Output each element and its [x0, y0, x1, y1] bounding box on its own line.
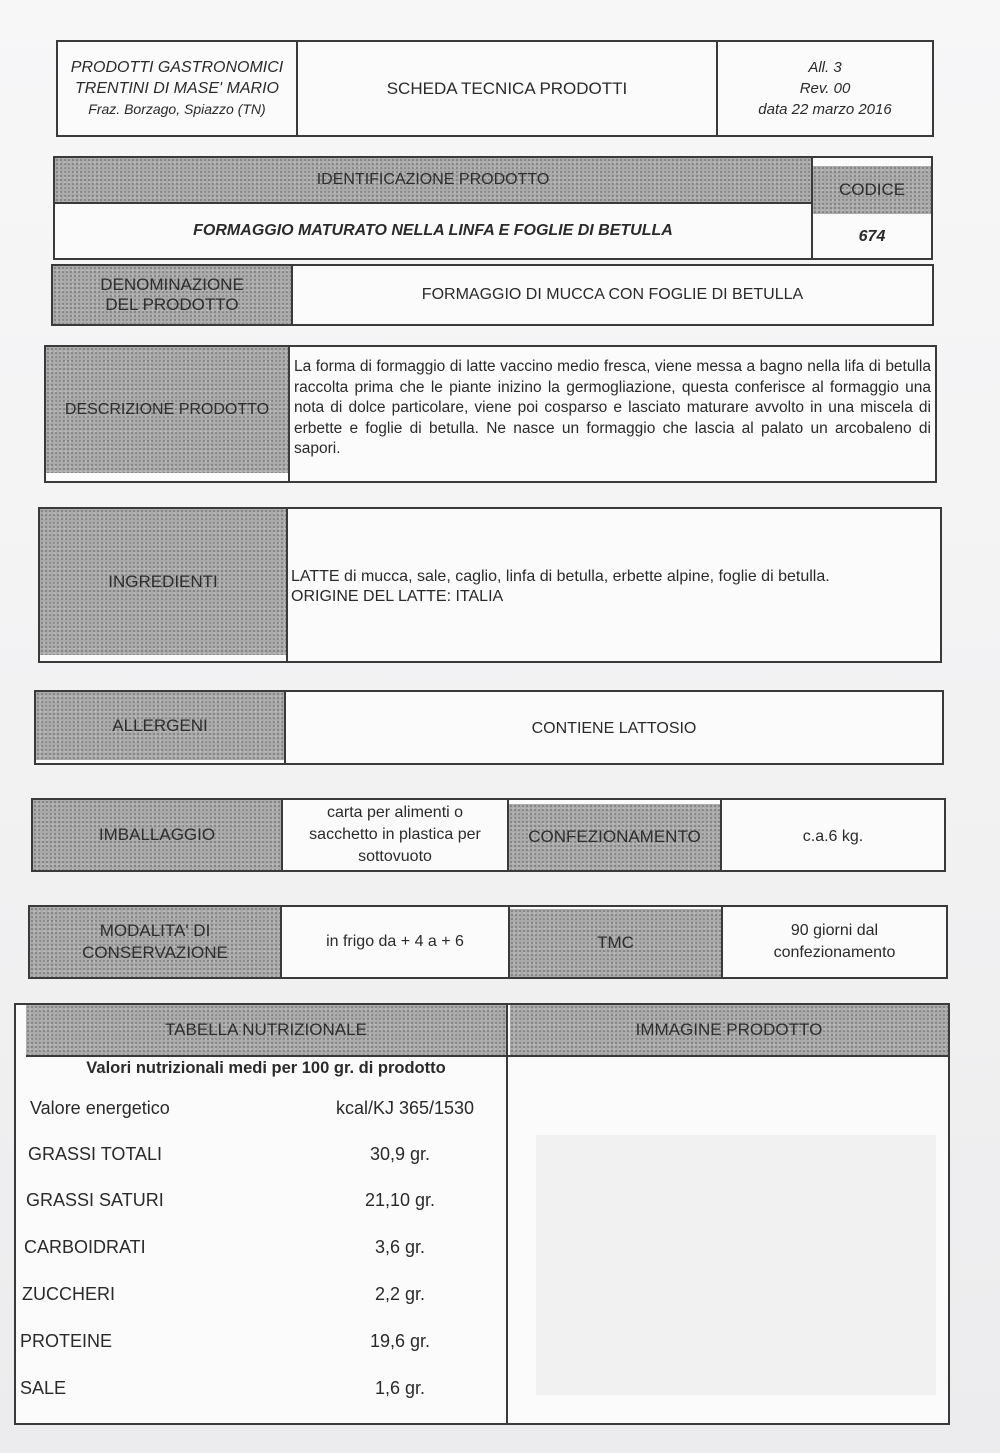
nutrient-value: kcal/KJ 365/1530 [335, 1098, 475, 1118]
tmc-value-line2: confezionamento [773, 944, 896, 961]
company-name-line1: PRODOTTI GASTRONOMICI [70, 59, 284, 76]
document-title: SCHEDA TECNICA PRODOTTI [386, 78, 628, 98]
nutrient-label: CARBOIDRATI [24, 1237, 146, 1257]
allergens-box [34, 690, 944, 765]
storage-label-line1: MODALITA' DI [99, 921, 211, 940]
product-image-area [536, 1135, 936, 1395]
nutrition-row [20, 1098, 506, 1128]
storage-label [30, 907, 280, 977]
packaging-value [283, 800, 507, 870]
ingredients-list: LATTE di mucca, sale, caglio, linfa di betulla, erbette alpine, foglie di betulla. [291, 568, 830, 585]
company-block [58, 42, 296, 135]
nutrient-value: 19,6 gr. [369, 1331, 431, 1351]
nutrient-label: GRASSI SATURI [26, 1190, 164, 1210]
allergens-label: ALLERGENI [36, 692, 284, 760]
packaging-value-line1: carta per alimenti o [326, 804, 464, 821]
company-name-line2: TRENTINI DI MASE' MARIO [75, 80, 279, 97]
code-heading: CODICE [813, 166, 931, 214]
nutrition-row [20, 1284, 506, 1314]
tmc-value-line1: 90 giorni dal [790, 922, 879, 939]
packaging-label: IMBALLAGGIO [33, 800, 281, 870]
header-box [56, 40, 934, 137]
identification-heading: IDENTIFICAZIONE PRODOTTO [55, 158, 811, 202]
nutrient-value: 21,10 gr. [364, 1190, 436, 1210]
milk-origin: ORIGINE DEL LATTE: ITALIA [291, 588, 504, 605]
nutrition-box [14, 1003, 950, 1425]
confezionamento-label: CONFEZIONAMENTO [509, 804, 720, 870]
nutrition-subtitle: Valori nutrizionali medi per 100 gr. di prodotto [86, 1058, 446, 1077]
nutrient-label: GRASSI TOTALI [28, 1144, 163, 1164]
nutrient-label: ZUCCHERI [22, 1284, 115, 1304]
nutrition-row [20, 1237, 506, 1267]
denomination-label [53, 266, 291, 324]
denomination-label-line2: DEL PRODOTTO [105, 295, 239, 314]
nutrient-label: Valore energetico [30, 1098, 170, 1118]
storage-box [28, 905, 948, 979]
nutrient-value: 3,6 gr. [374, 1237, 426, 1257]
nutrient-value: 30,9 gr. [369, 1144, 431, 1164]
product-name: FORMAGGIO MATURATO NELLA LINFA E FOGLIE DI BETULLA [193, 222, 673, 239]
company-address: Fraz. Borzago, Spiazzo (TN) [88, 101, 266, 117]
packaging-box [31, 798, 946, 872]
product-code: 674 [858, 228, 886, 245]
confezionamento-value: c.a.6 kg. [802, 828, 864, 845]
storage-label-line2: CONSERVAZIONE [82, 943, 228, 962]
identification-box [53, 156, 933, 260]
tmc-value [723, 907, 946, 977]
allergens-value: CONTIENE LATTOSIO [531, 720, 697, 737]
attachment-ref: All. 3 [808, 59, 842, 76]
revision-date: data 22 marzo 2016 [758, 101, 892, 118]
denomination-box [51, 264, 934, 326]
ingredients-label: INGREDIENTI [40, 509, 286, 655]
nutrient-value: 2,2 gr. [374, 1284, 426, 1304]
storage-value: in frigo da + 4 a + 6 [326, 933, 464, 950]
tmc-label: TMC [510, 909, 721, 977]
ingredients-box [38, 507, 942, 663]
nutrition-row [20, 1378, 506, 1408]
revision-block [718, 42, 932, 135]
nutrient-value: 1,6 gr. [374, 1378, 426, 1398]
nutrition-row [20, 1190, 506, 1220]
nutrient-label: SALE [20, 1378, 67, 1398]
revision-number: Rev. 00 [799, 80, 851, 97]
description-label: DESCRIZIONE PRODOTTO [46, 347, 288, 473]
denomination-label-line1: DENOMINAZIONE [100, 275, 244, 294]
nutrient-label: PROTEINE [20, 1331, 113, 1351]
description-text: La forma di formaggio di latte vaccino medio fresca, viene messa a bagno nella lifa di betulla raccolta prima che le piante inizino la germogliazione, questa conferisce al formaggio una nota di dolce particolare, viene poi cosparso e lasciato maturare avvolto in una miscela di erbette e foglie di betulla. Ne nasce un formaggio che lascia al palato un arcobaleno di sapori. [294, 358, 931, 457]
nutrition-row [20, 1144, 506, 1174]
packaging-value-line3: sottovuoto [358, 848, 432, 865]
image-heading: IMMAGINE PRODOTTO [510, 1005, 948, 1055]
nutrition-rows [20, 1098, 506, 1408]
denomination-value: FORMAGGIO DI MUCCA CON FOGLIE DI BETULLA [421, 286, 804, 303]
nutrition-heading: TABELLA NUTRIZIONALE [26, 1005, 506, 1055]
description-box [44, 345, 937, 483]
nutrition-row [20, 1331, 506, 1361]
ingredients-text [291, 567, 939, 611]
packaging-value-line2: sacchetto in plastica per [309, 826, 481, 843]
